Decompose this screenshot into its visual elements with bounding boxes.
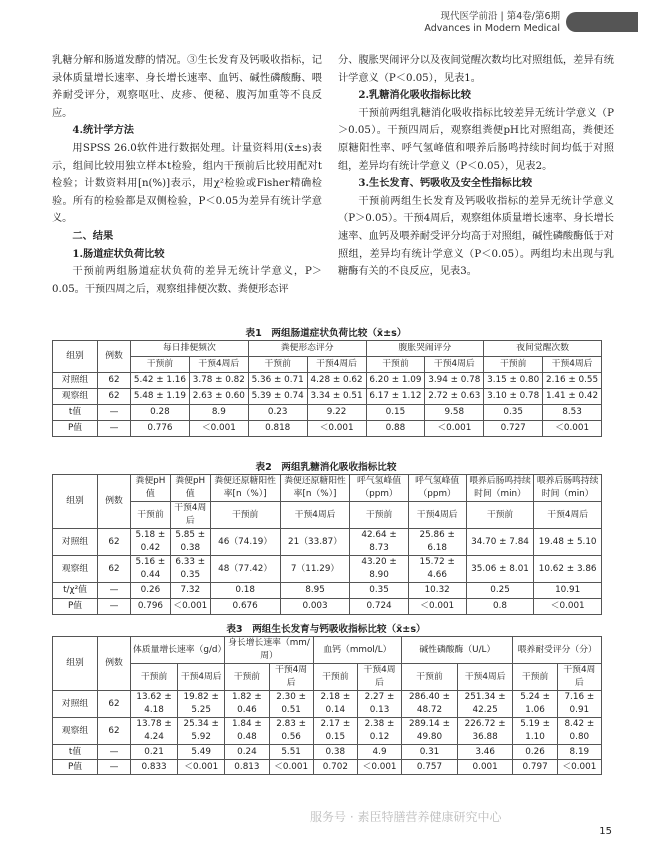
table-row	[53, 583, 602, 599]
table-cell: 2.30 ± 0.51	[269, 691, 313, 718]
table-cell: 4.28 ± 0.62	[307, 373, 366, 389]
table-row	[53, 718, 602, 745]
table-cell: 2.27 ± 0.13	[357, 691, 401, 718]
table1-caption: 表1 两组肠道症状负荷比较（x̄±s）	[245, 328, 407, 339]
table-cell: 62	[98, 373, 131, 389]
table-cell: 2.83 ± 0.56	[269, 718, 313, 745]
table-cell: ＜0.001	[543, 421, 602, 437]
t1-sub: 干预前	[366, 357, 425, 373]
t2-sub: 干预4周后	[280, 502, 350, 529]
paragraph: 干预前两组生长发育及钙吸收指标的差异无统计学意义（P＞0.05）。干预4周后，观察组体质量增长速率、身长增长速率、血钙及喂养耐受评分均高于对照组，碱性磷酸酶低于对照组，差异均有统计学意义（P＜0.05）。两组均未出现与乳糖酶有关的不良反应，见表3。	[338, 195, 614, 278]
table-cell: ＜0.001	[189, 421, 248, 437]
table-row	[53, 373, 602, 389]
table-cell: 0.23	[248, 405, 307, 421]
table-cell: 42.64 ± 8.73	[350, 529, 408, 556]
table-cell: 5.19 ± 1.10	[513, 718, 557, 745]
t3-sub: 干预前	[313, 664, 357, 691]
table-cell: 5.16 ± 0.44	[131, 556, 171, 583]
table-cell: 25.34 ± 5.92	[178, 718, 225, 745]
table-cell: 1.41 ± 0.42	[543, 389, 602, 405]
t3-sub: 干预前	[402, 664, 458, 691]
table-cell: 8.19	[557, 745, 601, 760]
t2-h-ph: 粪便pH值	[170, 475, 210, 502]
table-cell: 3.78 ± 0.82	[189, 373, 248, 389]
table-cell: P值	[53, 421, 98, 437]
t2-h-borborygmi: 喂养后肠鸣持续时间（min）	[466, 475, 534, 502]
table-cell: 5.18 ± 0.42	[131, 529, 171, 556]
table-cell: 观察组	[53, 556, 98, 583]
t3-h-calcium: 血钙（mmol/L）	[313, 637, 401, 664]
paragraph: 乳糖分解和肠道发酵的情况。③生长发育及钙吸收指标，记录体质量增长速率、身长增长速率、血钙、碱性磷酸酶、喂养耐受评分，观察呕吐、皮疹、便秘、腹泻加重等不良反应。	[52, 55, 322, 119]
table-cell: 2.63 ± 0.60	[189, 389, 248, 405]
table-cell: 3.94 ± 0.78	[425, 373, 484, 389]
t3-h-weight-gain: 体质量增长速率（g/d）	[131, 637, 225, 664]
table3-caption: 表3 两组生长发育与钙吸收指标比较（x̄±s）	[226, 624, 426, 635]
table-cell: 13.62 ± 4.18	[131, 691, 178, 718]
t3-sub: 干预前	[131, 664, 178, 691]
table-cell: 19.48 ± 5.10	[534, 529, 602, 556]
table-cell: 10.32	[408, 583, 466, 599]
table-cell: P值	[53, 599, 98, 615]
table-cell: 3.34 ± 0.51	[307, 389, 366, 405]
table-cell: 0.15	[366, 405, 425, 421]
table-cell: 62	[98, 529, 131, 556]
table-cell: ＜0.001	[170, 599, 210, 615]
table2-caption: 表2 两组乳糖消化吸收指标比较	[255, 462, 397, 473]
section-heading: 二、结果	[72, 229, 114, 242]
section-heading: 4.统计学方法	[72, 124, 134, 137]
table3	[52, 636, 602, 775]
table-cell: 10.62 ± 3.86	[534, 556, 602, 583]
table-cell: 62	[98, 389, 131, 405]
table-cell: —	[98, 760, 131, 775]
table-cell: 5.42 ± 1.16	[131, 373, 190, 389]
table-row	[53, 691, 602, 718]
t3-sub: 干预4周后	[357, 664, 401, 691]
t1-sub: 干预4周后	[543, 357, 602, 373]
table-cell: ＜0.001	[178, 760, 225, 775]
table-cell: —	[98, 583, 131, 599]
table-cell: 21（33.87）	[280, 529, 350, 556]
table-cell: 2.18 ± 0.14	[313, 691, 357, 718]
t1-h-stool-form: 粪便形态评分	[248, 341, 366, 357]
table-cell: 对照组	[53, 529, 98, 556]
table-cell: 289.14 ± 49.80	[402, 718, 458, 745]
table-cell: 0.676	[210, 599, 280, 615]
table-cell: 43.20 ± 8.90	[350, 556, 408, 583]
t2-h-borborygmi: 喂养后肠鸣持续时间（min）	[534, 475, 602, 502]
table-row	[53, 760, 602, 775]
t1-sub: 干预4周后	[307, 357, 366, 373]
table-cell: 2.38 ± 0.12	[357, 718, 401, 745]
table-cell: 5.51	[269, 745, 313, 760]
section-heading: 3.生长发育、钙吸收及安全性指标比较	[358, 177, 533, 190]
t1-sub: 干预4周后	[425, 357, 484, 373]
table-cell: 0.757	[402, 760, 458, 775]
t3-h-tolerance: 喂养耐受评分（分）	[513, 637, 602, 664]
table-cell: 8.42 ± 0.80	[557, 718, 601, 745]
table-cell: —	[98, 405, 131, 421]
table-cell: 对照组	[53, 691, 98, 718]
table-cell: 0.813	[225, 760, 269, 775]
table-cell: 6.17 ± 1.12	[366, 389, 425, 405]
watermark: 服务号 · 素臣特膳营养健康研究中心	[310, 810, 502, 824]
table-cell: 3.46	[457, 745, 513, 760]
table-cell: 5.24 ± 1.06	[513, 691, 557, 718]
table-cell: 0.24	[225, 745, 269, 760]
table-cell: 62	[98, 691, 131, 718]
paragraph: 用SPSS 26.0软件进行数据处理。计量资料用(x̄±s)表示，组间比较用独立样本t检验，组内干预前后比较用配对t检验；计数资料用[n(%)]表示，用χ²检验或Fisher精确检验。所有的检验都是双侧检验，P＜0.05为差异有统计学意义。	[52, 142, 322, 225]
table-cell: ＜0.001	[408, 599, 466, 615]
table-cell: 0.796	[131, 599, 171, 615]
t2-sub: 干预4周后	[408, 502, 466, 529]
table-cell: 0.8	[466, 599, 534, 615]
t1-sub: 干预前	[248, 357, 307, 373]
table-cell: 15.72 ± 4.66	[408, 556, 466, 583]
table-cell: 6.20 ± 1.09	[366, 373, 425, 389]
table-cell: 观察组	[53, 389, 98, 405]
table-cell: 0.001	[457, 760, 513, 775]
table-cell: t值	[53, 405, 98, 421]
table-cell: 5.49	[178, 745, 225, 760]
t3-sub: 干预前	[225, 664, 269, 691]
table-cell: 0.35	[484, 405, 543, 421]
table-cell: 0.702	[313, 760, 357, 775]
right-column	[338, 52, 614, 281]
table-cell: 8.53	[543, 405, 602, 421]
t2-h-n: 例数	[98, 475, 131, 529]
t3-sub: 干预4周后	[178, 664, 225, 691]
table-cell: 2.16 ± 0.55	[543, 373, 602, 389]
table-row	[53, 745, 602, 760]
table-cell: ＜0.001	[307, 421, 366, 437]
page-number: 15	[599, 826, 612, 837]
t2-sub: 干预前	[466, 502, 534, 529]
left-column	[52, 52, 322, 298]
journal-header	[338, 6, 638, 40]
t1-h-bloating: 腹胀哭闹评分	[366, 341, 484, 357]
table-cell: 5.48 ± 1.19	[131, 389, 190, 405]
table-cell: 9.22	[307, 405, 366, 421]
t1-sub: 干预前	[484, 357, 543, 373]
t1-h-stool-freq: 每日排便频次	[131, 341, 249, 357]
table-row	[53, 529, 602, 556]
t3-h-alp: 碱性磷酸酶（U/L）	[402, 637, 513, 664]
table-cell: ＜0.001	[557, 760, 601, 775]
table-cell: 8.9	[189, 405, 248, 421]
table-cell: 9.58	[425, 405, 484, 421]
t3-h-group: 组别	[53, 637, 98, 691]
table-cell: 1.84 ± 0.48	[225, 718, 269, 745]
table-cell: 62	[98, 556, 131, 583]
table-cell: 7.32	[170, 583, 210, 599]
table-cell: 0.727	[484, 421, 543, 437]
table-cell: 0.38	[313, 745, 357, 760]
table-cell: 0.31	[402, 745, 458, 760]
table-cell: —	[98, 421, 131, 437]
table-cell: 35.06 ± 8.01	[466, 556, 534, 583]
table-cell: 25.86 ± 6.18	[408, 529, 466, 556]
table-cell: t/χ²值	[53, 583, 98, 599]
table-cell: 13.78 ± 4.24	[131, 718, 178, 745]
table-cell: 3.15 ± 0.80	[484, 373, 543, 389]
table-cell: 286.40 ± 48.72	[402, 691, 458, 718]
table-cell: 6.33 ± 0.35	[170, 556, 210, 583]
t2-sub: 干预前	[131, 502, 171, 529]
table-cell: 0.26	[131, 583, 171, 599]
table-cell: 0.35	[350, 583, 408, 599]
t2-h-reducing-sugar: 粪便还原糖阳性率[n（%）]	[280, 475, 350, 502]
t1-sub: 干预前	[131, 357, 190, 373]
table-cell: 3.10 ± 0.78	[484, 389, 543, 405]
section-heading: 2.乳糖消化吸收指标比较	[358, 89, 471, 102]
table-cell: 62	[98, 718, 131, 745]
table-cell: 7.16 ± 0.91	[557, 691, 601, 718]
table-cell: ＜0.001	[425, 421, 484, 437]
paragraph: 干预前两组乳糖消化吸收指标比较差异无统计学意义（P＞0.05）。干预四周后，观察组粪便pH比对照组高，粪便还原糖阳性率、呼气氢峰值和喂养后肠鸣持续时间均低于对照组，差异均有统计学意义（P＜0.05），见表2。	[338, 107, 614, 172]
t2-h-reducing-sugar: 粪便还原糖阳性率[n（%）]	[210, 475, 280, 502]
t3-sub: 干预4周后	[269, 664, 313, 691]
t3-h-n: 例数	[98, 637, 131, 691]
t3-sub: 干预前	[513, 664, 557, 691]
table-cell: 0.21	[131, 745, 178, 760]
table-cell: 0.26	[513, 745, 557, 760]
header-tab-bar	[566, 12, 638, 32]
paragraph: 分、腹胀哭闹评分以及夜间觉醒次数均比对照组低，差异有统计学意义（P＜0.05），见表1。	[338, 55, 614, 84]
t1-h-night-waking: 夜间觉醒次数	[484, 341, 602, 357]
t3-h-length-gain: 身长增长速率（mm/周）	[225, 637, 313, 664]
table-cell: 0.724	[350, 599, 408, 615]
section-heading: 1.肠道症状负荷比较	[72, 247, 165, 260]
table-row	[53, 599, 602, 615]
table-cell: 0.88	[366, 421, 425, 437]
table-cell: 8.95	[280, 583, 350, 599]
table-cell: 2.17 ± 0.15	[313, 718, 357, 745]
table-cell: ＜0.001	[269, 760, 313, 775]
t1-h-group: 组别	[53, 341, 98, 373]
table-row	[53, 421, 602, 437]
table-cell: 251.34 ± 42.25	[457, 691, 513, 718]
paragraph: 干预前两组肠道症状负荷的差异无统计学意义，P＞0.05。干预四周之后，观察组排便次数、粪便形态评	[52, 266, 322, 295]
table-cell: —	[98, 745, 131, 760]
table-cell: 0.818	[248, 421, 307, 437]
t2-h-group: 组别	[53, 475, 98, 529]
table-cell: ＜0.001	[357, 760, 401, 775]
table-cell: 10.91	[534, 583, 602, 599]
table-cell: 观察组	[53, 718, 98, 745]
t2-h-hydrogen: 呼气氢峰值（ppm）	[350, 475, 408, 502]
table-cell: 对照组	[53, 373, 98, 389]
t2-sub: 干预前	[350, 502, 408, 529]
t2-h-hydrogen: 呼气氢峰值（ppm）	[408, 475, 466, 502]
table-cell: 226.72 ± 36.88	[457, 718, 513, 745]
table-cell: 0.833	[131, 760, 178, 775]
table-cell: —	[98, 599, 131, 615]
journal-title: 现代医学前沿 | 第4卷/第6期	[440, 11, 560, 22]
table-cell: 5.85 ± 0.38	[170, 529, 210, 556]
table-cell: 48（77.42）	[210, 556, 280, 583]
table-row	[53, 556, 602, 583]
table1	[52, 340, 602, 437]
table-cell: ＜0.001	[534, 599, 602, 615]
table-row	[53, 405, 602, 421]
table-row	[53, 389, 602, 405]
journal-subtitle: Advances in Modern Medical	[424, 23, 560, 34]
t2-sub: 干预前	[210, 502, 280, 529]
t2-sub: 干预4周后	[534, 502, 602, 529]
t2-sub: 干预4周后	[170, 502, 210, 529]
t2-h-ph: 粪便pH值	[131, 475, 171, 502]
table-cell: 5.39 ± 0.74	[248, 389, 307, 405]
table-cell: P值	[53, 760, 98, 775]
t3-sub: 干预4周后	[557, 664, 601, 691]
table-cell: 2.72 ± 0.63	[425, 389, 484, 405]
table-cell: 4.9	[357, 745, 401, 760]
table-cell: 0.003	[280, 599, 350, 615]
table-cell: 0.776	[131, 421, 190, 437]
t1-sub: 干预4周后	[189, 357, 248, 373]
table2	[52, 474, 602, 615]
table-cell: 0.18	[210, 583, 280, 599]
table-cell: 46（74.19）	[210, 529, 280, 556]
table-cell: t值	[53, 745, 98, 760]
table-cell: 0.28	[131, 405, 190, 421]
table-cell: 0.25	[466, 583, 534, 599]
table-cell: 5.36 ± 0.71	[248, 373, 307, 389]
t1-h-n: 例数	[98, 341, 131, 373]
table-cell: 1.82 ± 0.46	[225, 691, 269, 718]
table-cell: 7（11.29）	[280, 556, 350, 583]
table-cell: 0.797	[513, 760, 557, 775]
table-cell: 34.70 ± 7.84	[466, 529, 534, 556]
t3-sub: 干预4周后	[457, 664, 513, 691]
table-cell: 19.82 ± 5.25	[178, 691, 225, 718]
